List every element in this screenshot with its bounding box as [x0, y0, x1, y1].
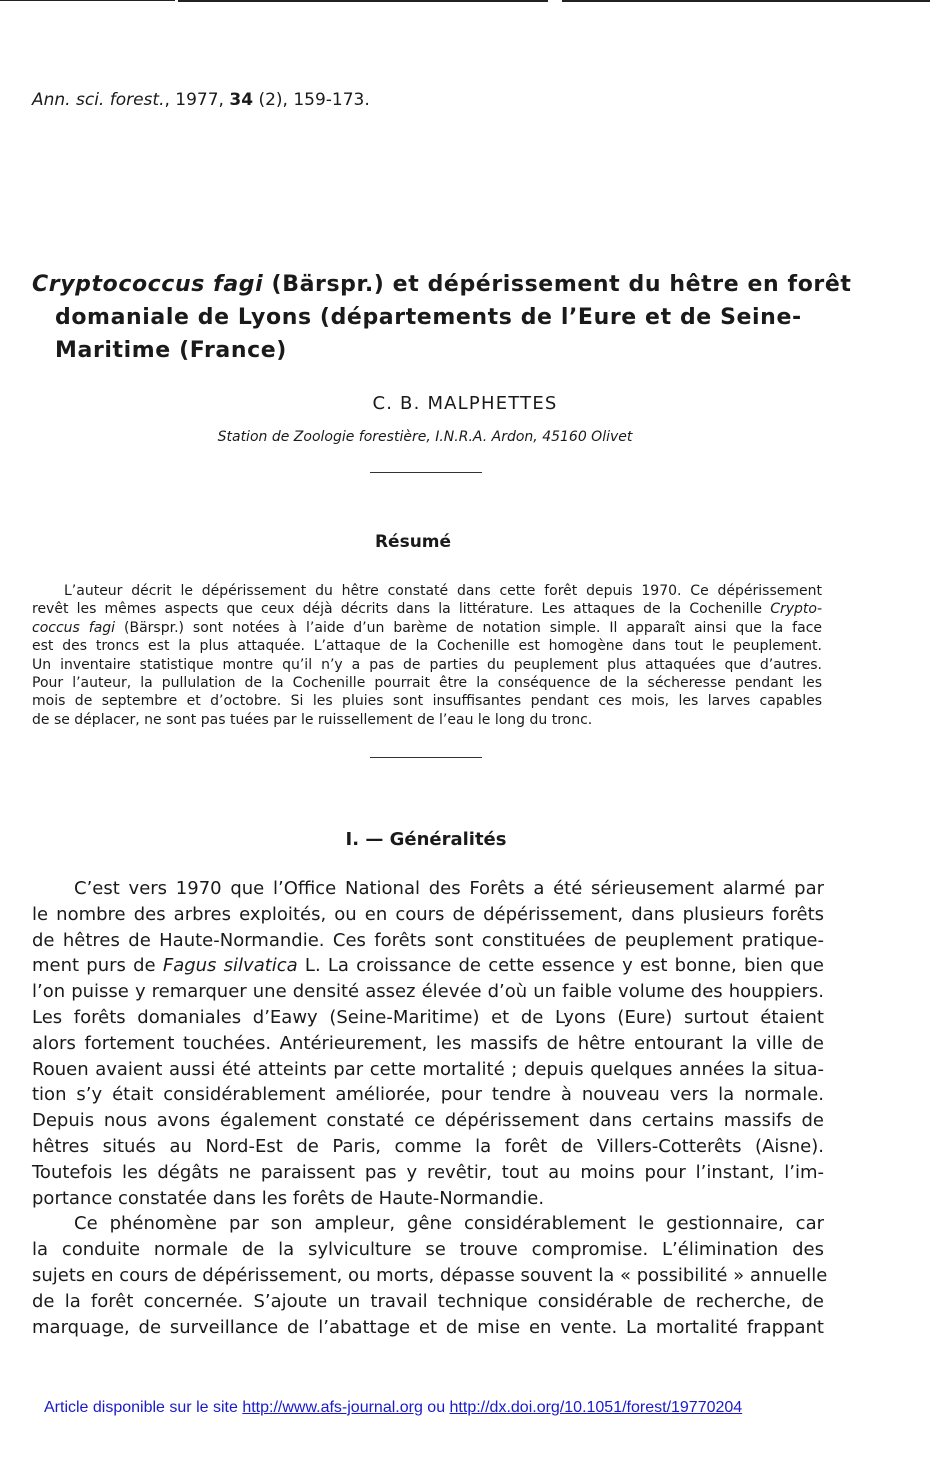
abstract-line: de se déplacer, ne sont pas tuées par le ruissellement de l’eau le long du tronc. — [32, 711, 593, 728]
author: C. B. MALPHETTES — [372, 393, 558, 414]
body-line: Les forêts domaniales d’Eawy (Seine-Maritime) et de Lyons (Eure) surtout étaient — [32, 1006, 824, 1028]
body-line: hêtres situés au Nord-Est de Paris, comme la forêt de Villers-Cotterêts (Aisne). — [32, 1135, 824, 1157]
availability-footer: Article disponible sur le site http://www.afs-journal.org ou http://dx.doi.org/10.1051/forest/19770204 — [44, 1399, 743, 1416]
journal-issue-pages: (2), 159-173. — [258, 90, 370, 110]
top-rule — [178, 0, 548, 2]
separator-rule — [370, 757, 482, 758]
paper-title — [32, 268, 852, 367]
body-line: le nombre des arbres exploités, ou en cours de dépérissement, dans plusieurs forêts — [32, 903, 824, 925]
title-species: Cryptococcus fagi — [32, 272, 264, 297]
abstract-line: Un inventaire statistique montre qu’il n’y a pas de parties du peuplement plus attaquées que d’autres. — [32, 656, 822, 673]
abstract-line: Pour l’auteur, la pullulation de la Cochenille pourrait être la conséquence de la sécheresse pendant les — [32, 675, 822, 692]
journal-site-link[interactable]: http://www.afs-journal.org — [242, 1399, 423, 1416]
body-line: tion s’y était considérablement améliorée, pour tendre à nouveau vers la normale. — [32, 1084, 824, 1106]
abstract-line: est des troncs est la plus attaquée. L’attaque de la Cochenille est homogène dans tout le peuplement. — [32, 638, 822, 655]
section-heading: I. — Généralités — [345, 829, 507, 850]
body-line: l’on puisse y remarquer une densité assez élevée d’où un faible volume des houppiers. — [32, 981, 824, 1003]
abstract-text — [32, 582, 822, 729]
body-line: C’est vers 1970 que l’Office National des Forêts a été sérieusement alarmé par — [74, 878, 824, 899]
abstract-line: L’auteur décrit le dépérissement du hêtre constaté dans cette forêt depuis 1970. Ce dépérissement — [64, 583, 822, 599]
body-line: portance constatée dans les forêts de Haute-Normandie. — [32, 1187, 545, 1209]
journal-citation: Ann. sci. forest., 1977, 34 (2), 159-173. — [32, 90, 370, 110]
abstract-line: revêt les mêmes aspects que ceux déjà décrits dans la littérature. Les attaques de la Cochenille Crypto- — [32, 601, 822, 618]
body-line: marquage, de surveillance de l’abattage et de mise en vente. La mortalité frappant — [32, 1316, 824, 1338]
body-text — [32, 876, 828, 1340]
journal-name: Ann. sci. forest. — [32, 90, 165, 110]
top-rule — [0, 0, 175, 1]
abstract-heading: Résumé — [374, 532, 452, 552]
top-rule — [562, 0, 930, 2]
title-line: domaniale de Lyons (départements de l’Eure et de Seine- — [55, 305, 802, 330]
body-line: Toutefois les dégâts ne paraissent pas y revêtir, tout au moins pour l’instant, l’im- — [32, 1161, 824, 1183]
doi-link[interactable]: http://dx.doi.org/10.1051/forest/19770204 — [449, 1399, 743, 1416]
body-line: alors fortement touchées. Antérieurement, les massifs de hêtre entourant la ville de — [32, 1032, 824, 1054]
species-name: Fagus silvatica — [162, 955, 298, 977]
body-line: ment purs de Fagus silvatica L. La croissance de cette essence y est bonne, bien que — [32, 955, 824, 977]
body-line: Rouen avaient aussi été atteints par cette mortalité ; depuis quelques années la situa- — [32, 1058, 824, 1080]
journal-year: 1977, — [175, 90, 224, 110]
journal-volume: 34 — [229, 90, 254, 110]
title-line: Maritime (France) — [55, 338, 287, 363]
abstract-line: coccus fagi (Bärspr.) sont notées à l’aide d’un barème de notation simple. Il apparaît ainsi que la face — [32, 619, 822, 636]
affiliation: Station de Zoologie forestière, I.N.R.A. Ardon, 45160 Olivet — [217, 429, 633, 445]
body-line: la conduite normale de la sylviculture se trouve compromise. L’élimination des — [32, 1239, 824, 1261]
title-line: Cryptococcus fagi (Bärspr.) et dépérissement du hêtre en forêt — [32, 272, 852, 297]
separator-rule — [370, 472, 482, 473]
body-line: sujets en cours de dépérissement, ou morts, dépasse souvent la « possibilité » annuelle — [32, 1264, 828, 1286]
abstract-line: mois de septembre et d’octobre. Si les pluies sont insuffisantes pendant ces mois, les larves capables — [32, 693, 822, 710]
body-line: Ce phénomène par son ampleur, gêne considérablement le gestionnaire, car — [74, 1213, 824, 1235]
body-line: Depuis nous avons également constaté ce dépérissement dans certains massifs de — [32, 1110, 824, 1132]
body-line: de la forêt concernée. S’ajoute un travail technique considérable de recherche, de — [32, 1290, 824, 1312]
body-line: de hêtres de Haute-Normandie. Ces forêts sont constituées de peuplement pratique- — [32, 929, 824, 951]
